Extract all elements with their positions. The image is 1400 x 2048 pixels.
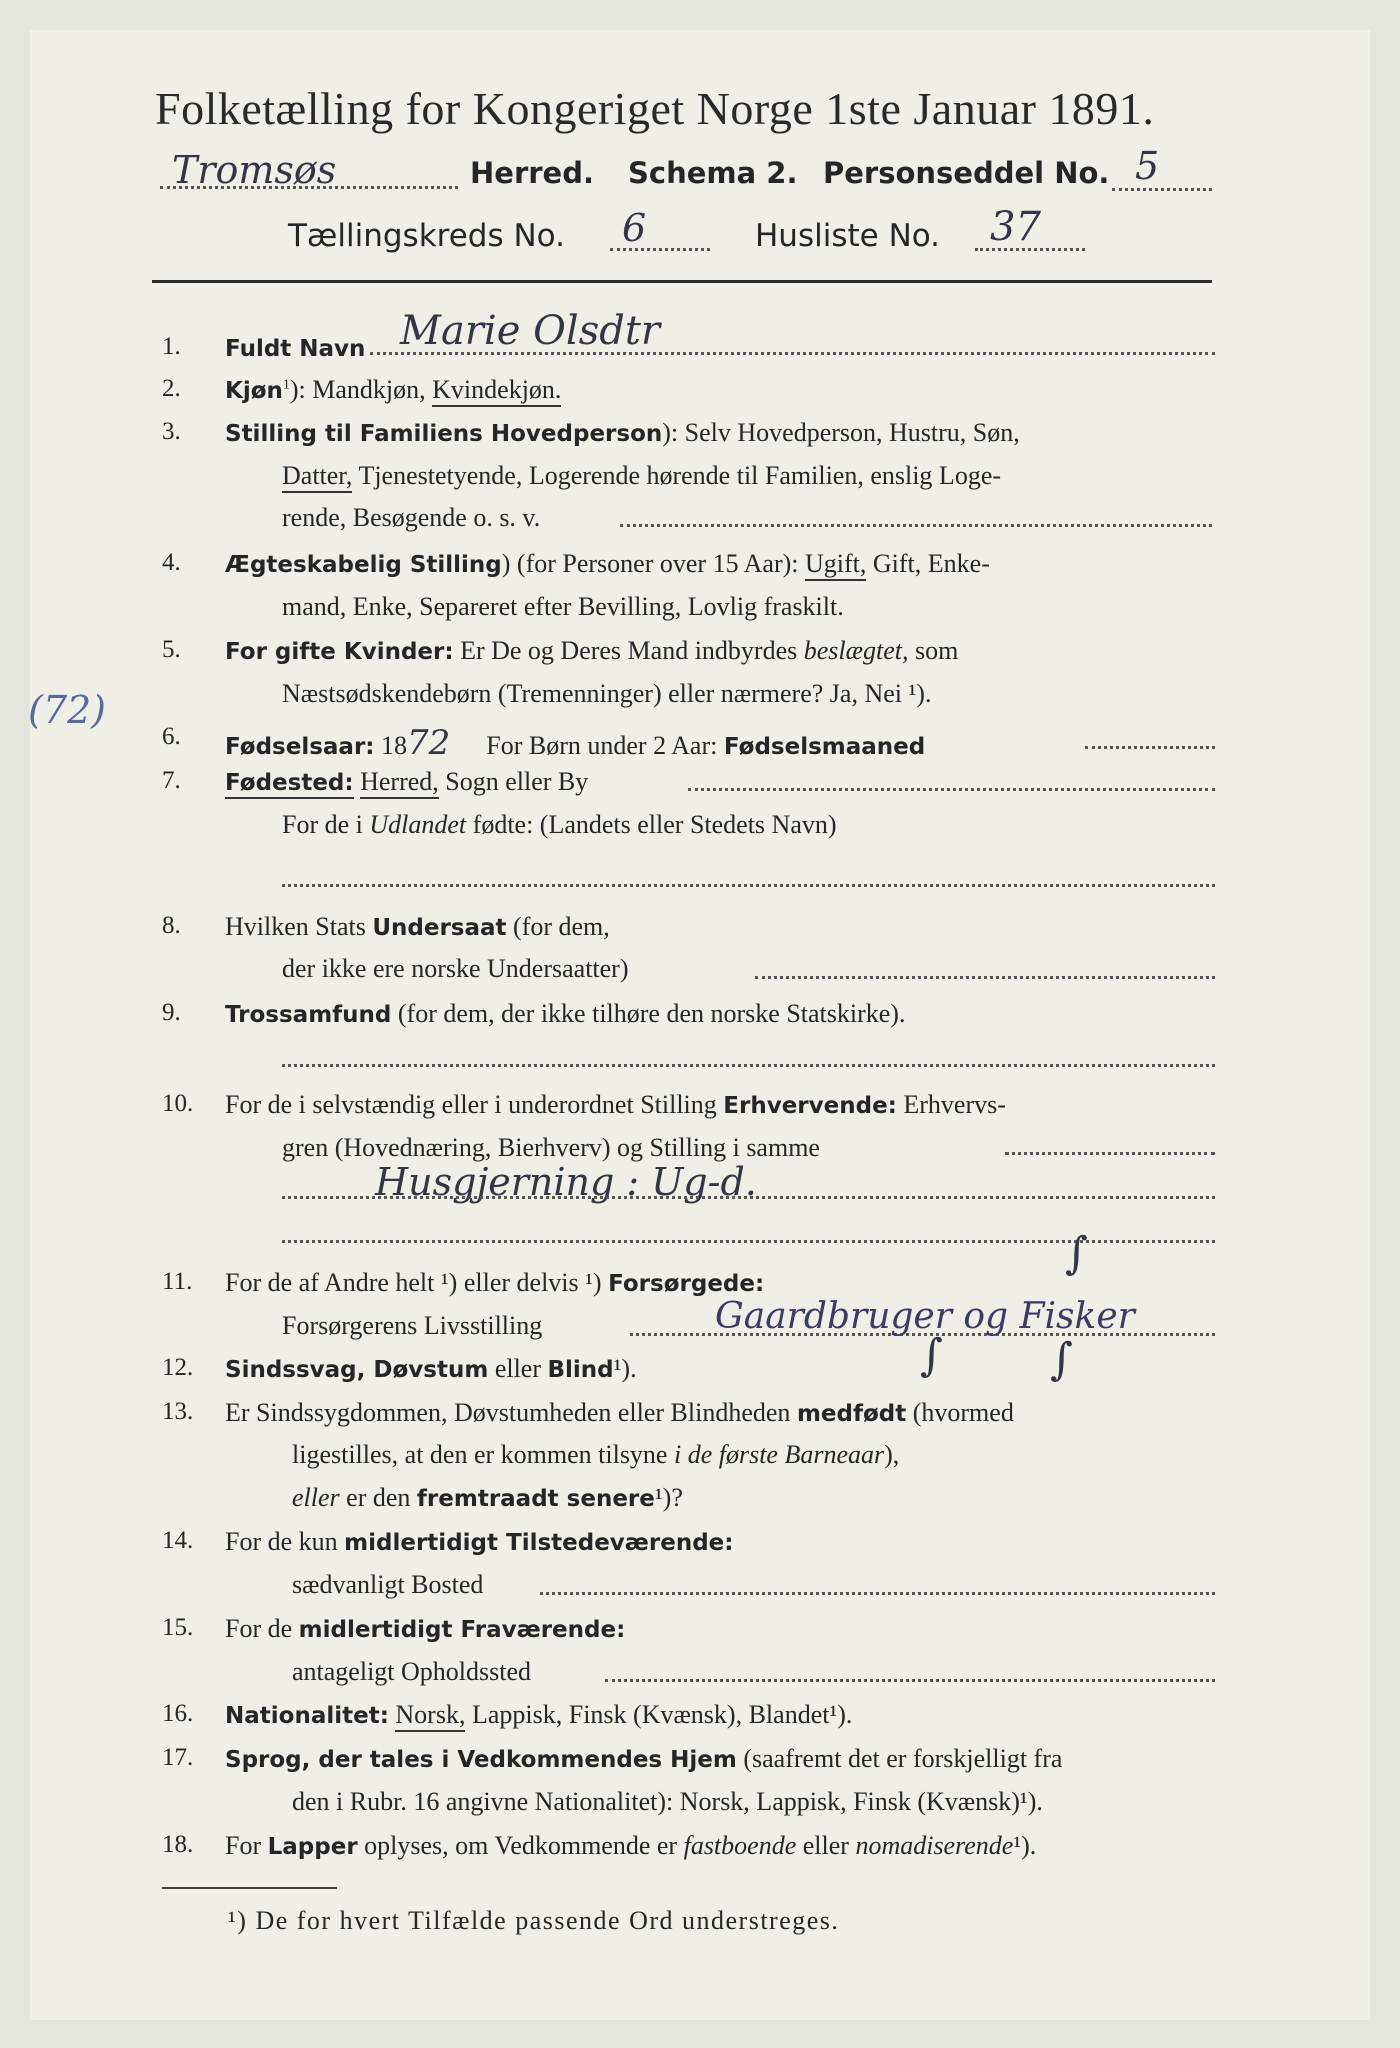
religion-label: Trossamfund [225,1002,392,1028]
q7-line1 [225,767,588,797]
congenital-line3-rest: ¹)? [654,1483,683,1512]
sex-label: Kjøn [225,378,283,404]
congenital-rest: (hvormed [906,1398,1014,1427]
supporter-answer: Gaardbruger og Fisker [715,1296,1135,1337]
q9-line [225,999,905,1029]
item-number: 5. [162,636,181,663]
lapps-rest: ¹). [1013,1831,1037,1860]
disability-mark-2: ∫ [1050,1334,1073,1385]
congenital-line3-pre: er den [339,1483,417,1512]
occupation-answer: Husgjerning : Ug-d. [375,1160,757,1204]
first-years: i de første Barneaar [673,1440,885,1469]
temp-absent-pre: For de [225,1614,299,1643]
herred-handwritten: Tromsøs [172,148,337,192]
married-women-label: For gifte Kvinder: [225,639,454,665]
disability-mark-1: ∫ [920,1330,943,1381]
q5-line2: Næstsødskendebørn (Tremenninger) eller nærmere? Ja, Nei ¹). [282,679,932,708]
lapps-or: eller [796,1831,856,1860]
blind-label: Blind [547,1357,614,1383]
abroad-word: Udlandet [369,810,467,839]
temp-present-label: midlertidigt Tilstedeværende: [344,1530,734,1556]
sex-options: ): Mandkjøn, [289,375,433,404]
q10-dots [1005,1152,1215,1155]
q7-dots-2 [282,884,1215,887]
temp-present-pre: For de kun [225,1527,345,1556]
q4-line2: mand, Enke, Separeret efter Bevilling, Lovlig fraskilt. [282,592,844,621]
congenital-line2-rest: ), [884,1440,900,1469]
supported-mark: ∫ [1065,1228,1088,1279]
q3-line2 [282,461,1001,491]
margin-note: (72) [28,688,107,732]
lapps-mid: oplyses, om Vedkommende er [357,1831,684,1860]
q14-dots [540,1592,1215,1595]
q2-line [225,375,561,405]
supported-pre: For de af Andre helt ¹) eller delvis ¹) [225,1268,609,1297]
q3-dots [620,524,1212,527]
q10-line2: gren (Hovednæring, Bierhverv) og Stilling i samme [282,1133,820,1162]
occupation-label: Erhvervende: [723,1093,897,1119]
settled-word: fastboende [683,1831,797,1860]
taellingskreds-dots [610,248,710,251]
q1-label [225,333,365,363]
footnote-rule [162,1887,337,1889]
subject-label: Undersaat [372,915,507,941]
q17-line2: den i Rubr. 16 angivne Nationalitet): Norsk, Lappisk, Finsk (Kvænsk)¹). [292,1787,1043,1816]
subject-pre: Hvilken Stats [225,912,373,941]
item-number: 13. [162,1398,194,1425]
q11-line2: Forsørgerens Livsstilling [282,1311,543,1340]
taellingskreds-number: 6 [622,206,647,250]
personseddel-number: 5 [1135,144,1160,188]
q7-dots [688,788,1215,791]
marital-label: Ægteskabelig Stilling [225,552,502,578]
item-number: 9. [162,999,181,1026]
personseddel-dots [1112,188,1212,191]
language-rest: (saafremt det er forskjelligt fra [736,1744,1063,1773]
husliste-label: Husliste No. [755,218,941,254]
temp-absent-label: midlertidigt Fraværende: [298,1617,626,1643]
q17-line1 [225,1744,1062,1774]
husliste-dots [975,248,1085,251]
supported-label: Forsørgede: [608,1271,765,1297]
header-rule [152,280,1212,283]
position-label: Stilling til Familiens Hovedperson [225,421,663,447]
disability-or: eller [488,1354,548,1383]
q6-dots [1085,746,1215,749]
abroad-rest: fødte: (Landets eller Stedets Navn) [466,810,837,839]
nationality-selected: Norsk, [395,1700,465,1732]
sex-selected: Kvindekjøn. [432,375,561,407]
personseddel-label: Personseddel No. [823,156,1110,190]
marital-selected: Ugift, [805,549,866,581]
footnote: ¹) De for hvert Tilfælde passende Ord understreges. [228,1906,840,1935]
lapps-pre: For [225,1831,268,1860]
marital-text: ) (for Personer over 15 Aar): [501,549,805,578]
birthplace-selected: Herred, [360,767,439,799]
later-label: fremtraadt senere [416,1486,655,1512]
schema-label: Schema 2. [628,156,798,190]
q15-line2: antageligt Opholdssted [292,1657,532,1686]
nationality-options: Lappisk, Finsk (Kvænsk), Blandet¹). [465,1700,853,1729]
congenital-label: medfødt [796,1401,907,1427]
q4-line1 [225,549,990,579]
or-word: eller [292,1483,340,1512]
disability-label: Sindssvag, Døvstum [225,1357,489,1383]
q10-dots-2 [282,1196,1215,1199]
q16-line [225,1700,852,1730]
item-number: 8. [162,912,181,939]
birth-month-label: Fødselsmaaned [723,734,926,760]
q6-line [225,723,925,763]
birthplace-label: Fødested: [225,770,354,799]
full-name-label: Fuldt Navn [225,336,366,362]
item-number: 6. [162,723,181,750]
herred-dots [160,186,458,189]
position-options: ): Selv Hovedperson, Hustru, Søn, [662,418,1020,447]
q13-line2 [292,1440,899,1470]
language-label: Sprog, der tales i Vedkommendes Hjem [225,1747,737,1773]
nomadic-word: nomadiserende [855,1831,1014,1860]
birthplace-options: Sogn eller By [438,767,589,796]
full-name-answer: Marie Olsdtr [400,308,661,354]
item-number: 7. [162,767,181,794]
item-number: 1. [162,333,181,360]
disability-rest: ¹). [613,1354,637,1383]
item-number: 12. [162,1354,194,1381]
position-selected: Datter, [282,461,352,493]
subject-rest: (for dem, [506,912,610,941]
q8-dots [755,976,1215,979]
q15-line1 [225,1614,625,1644]
item-number: 4. [162,549,181,576]
occupation-pre: For de i selvstændig eller i underordnet Stilling [225,1090,724,1119]
item-number: 18. [162,1831,194,1858]
religion-rest: (for dem, der ikke tilhøre den norske Statskirke). [391,999,906,1028]
q3-line3: rende, Besøgende o. s. v. [282,503,541,532]
q10-line1 [225,1090,1006,1120]
q8-line1 [225,912,610,942]
q7-line2 [282,810,837,840]
item-number: 17. [162,1744,194,1771]
congenital-line2-pre: ligestilles, at den er kommen tilsyne [292,1440,674,1469]
married-women-tail: som [908,636,959,665]
item-number: 14. [162,1527,194,1554]
q5-line1 [225,636,958,666]
husliste-number: 37 [990,204,1041,250]
q12-line [225,1354,637,1384]
herred-label: Herred. [470,156,594,190]
married-women-text: Er De og Deres Mand indbyrdes [453,636,804,665]
related-word: beslægtet, [803,636,909,665]
congenital-pre: Er Sindssygdommen, Døvstumheden eller Blindheden [225,1398,797,1427]
item-number: 2. [162,375,181,402]
form-title: Folketælling for Kongeriget Norge 1ste Januar 1891. [155,83,1155,134]
item-number: 10. [162,1090,194,1117]
birth-year-label: Fødselsaar: [225,734,375,760]
occupation-rest: Erhvervs- [896,1090,1006,1119]
q9-dots [282,1064,1215,1067]
q11-line1 [225,1268,764,1298]
footnote-ref: 1 [282,377,290,393]
q8-line2: der ikke ere norske Undersaatter) [282,954,629,983]
marital-options: Gift, Enke- [866,549,990,578]
q13-line3 [292,1483,683,1513]
q18-line [225,1831,1036,1861]
item-number: 3. [162,418,181,445]
taellingskreds-label: Tællingskreds No. [288,218,565,254]
lapps-label: Lapper [267,1834,358,1860]
birth-year-answer: 72 [407,723,451,763]
abroad-pre: For de i [282,810,370,839]
birth-month-text: For Børn under 2 Aar: [486,731,724,760]
position-options-2: Tjenestetyende, Logerende hørende til Familien, enslig Loge- [352,461,1002,490]
q3-line1 [225,418,1020,448]
q14-line1 [225,1527,733,1557]
q14-line2: sædvanligt Bosted [292,1570,484,1599]
item-number: 16. [162,1700,194,1727]
q15-dots [605,1679,1215,1682]
item-number: 11. [162,1268,193,1295]
birth-year-prefix: 18 [381,731,407,760]
q13-line1 [225,1398,1014,1428]
nationality-label: Nationalitet: [225,1703,389,1729]
item-number: 15. [162,1614,194,1641]
